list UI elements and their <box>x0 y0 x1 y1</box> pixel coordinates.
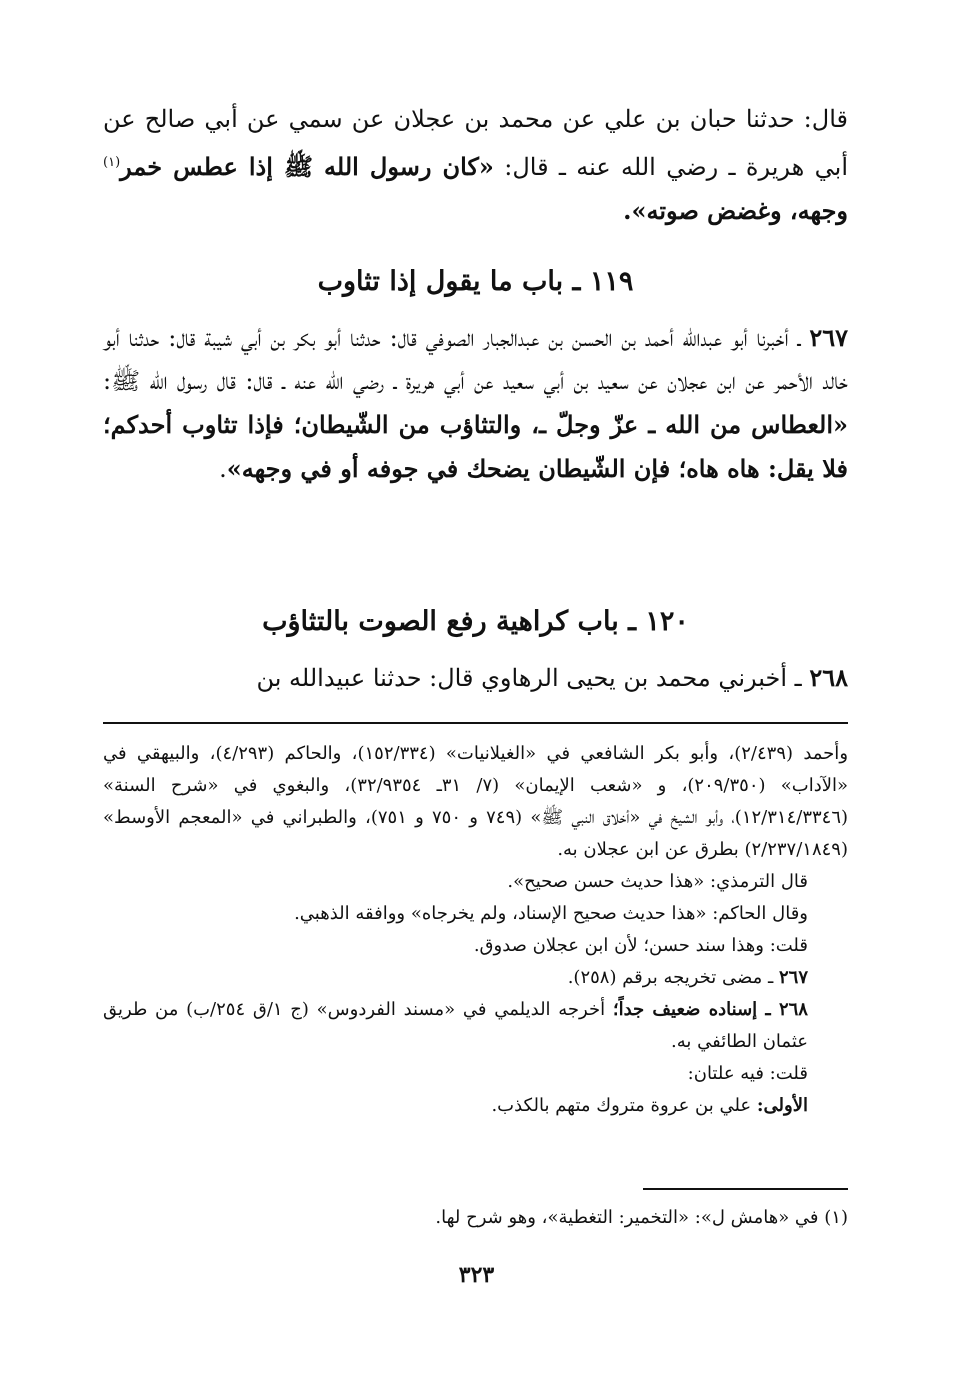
section-heading-119: ١١٩ ـ باب ما يقول إذا تثاوب <box>317 266 634 297</box>
top-line-2: عن أبي هريرة ـ رضي الله عنه ـ قال: <box>103 105 848 181</box>
footnote-paragraph: قلت: وهذا سند حسن؛ لأن ابن عجلان صدوق. <box>473 935 808 956</box>
footnote-text: أخرجه الديلمي في «مسند الفردوس» (ج ١/ق ٢٥٤/ب) من طريق عثمان الطائفي به. <box>103 999 808 1052</box>
top-paragraph <box>103 98 848 233</box>
footnote-paragraph <box>103 962 848 994</box>
footnote-marker: (١) <box>103 155 121 170</box>
footnote-paragraph <box>103 994 848 1058</box>
hadith-text: ـ أخبرنا أبو عبدالله أحمد بن الحسن بن عبدالجبار الصوفي قال: حدثنا أبو بكر بن أبي شيبة قال: حدثنا أبو خالد الأحمر عن ابن عجلان عن سعيد بن أبي سعيد عن أبي هريرة ـ رضي الله عنه ـ قال: قال رسول الله ﷺ: <box>103 324 849 395</box>
section-heading-120: ١٢٠ ـ باب كراهية رفع الصوت بالتثاؤب <box>262 606 689 637</box>
footnote-number: ٢٦٧ <box>778 967 808 988</box>
footnote-paragraph: قال الترمذي: «هذا حديث حسن صحيح». <box>507 871 808 892</box>
footnote-text: ـ مضى تخريجه برقم (٢٥٨). <box>567 967 779 988</box>
margin-note-divider <box>643 1188 848 1190</box>
hadith-number: ٢٦٧ <box>809 323 848 352</box>
top-bold-quote-end: وجهه، وغضض صوته». <box>623 196 848 225</box>
footnote-paragraph: قلت: فيه علتان: <box>687 1063 808 1084</box>
hadith-268 <box>103 656 848 700</box>
footnote-paragraph: وقال الحاكم: «هذا حديث صحيح الإسناد، ولم يخرجاه» ووافقه الذهبي. <box>294 903 808 924</box>
hadith-text: ـ أخبرني محمد بن يحيى الرهاوي قال: حدثنا عبيدالله بن <box>256 664 810 692</box>
page-number: ٣٢٣ <box>458 1262 495 1288</box>
hadith-number: ٢٦٨ <box>809 663 848 692</box>
footnote-text: علي بن عروة متروك متهم بالكذب. <box>491 1095 757 1116</box>
margin-note-marker: (١) <box>824 1207 848 1228</box>
margin-note-text: في «هامش ل»: «التخمير: التغطية»، وهو شرح لها. <box>435 1207 825 1228</box>
margin-note <box>103 1202 848 1234</box>
footnote-paragraph <box>103 1090 848 1122</box>
top-line-1: قال: حدثنا حبان بن علي عن محمد بن عجلان عن سمي عن أبي صالح <box>144 105 848 133</box>
footnote-number: ٢٦٨ <box>778 999 808 1020</box>
hadith-bold-quote: «العطاس من الله ـ عزّ وجلّ ـ، والتثاؤب من الشّيطان؛ فإذا تثاوب أحدكم؛ فلا يقل: هاه هاه؛ فإن الشّيطان يضحك في جوفه أو في وجهه» <box>103 410 848 483</box>
footnote-bold: الأولى: <box>756 1095 808 1116</box>
footnotes <box>103 738 848 1122</box>
hadith-267 <box>103 316 848 491</box>
top-bold-quote: «كان رسول الله ﷺ إذا عطس خمر <box>120 152 494 181</box>
footnote-divider <box>103 722 848 724</box>
hadith-end: . <box>219 455 227 483</box>
footnote-bold: ـ إسناده ضعيف جداً؛ <box>612 999 779 1020</box>
footnote-paragraph: وأحمد (٢/٤٣٩)، وأبو بكر الشافعي في «الغيلانيات» (١٥٢/٣٣٤)، والحاكم (٤/٢٩٣)، والبيهقي في «الآداب» (٢٠٩/٣٥٠)، و «شعب الإيمان» (٧/ ٣١ـ ٣٢/٩٣٥٤)، والبغوي في «شرح السنة» (١٢/٣١٤/٣٣٤٦)، وأبو الشيخ في «أخلاق النبي ﷺ» (٧٤٩ و ٧٥٠ و ٧٥١)، والطبراني في «المعجم الأوسط» (٢/٢٣٧/١٨٤٩) بطرق عن ابن عجلان به. <box>103 743 849 860</box>
